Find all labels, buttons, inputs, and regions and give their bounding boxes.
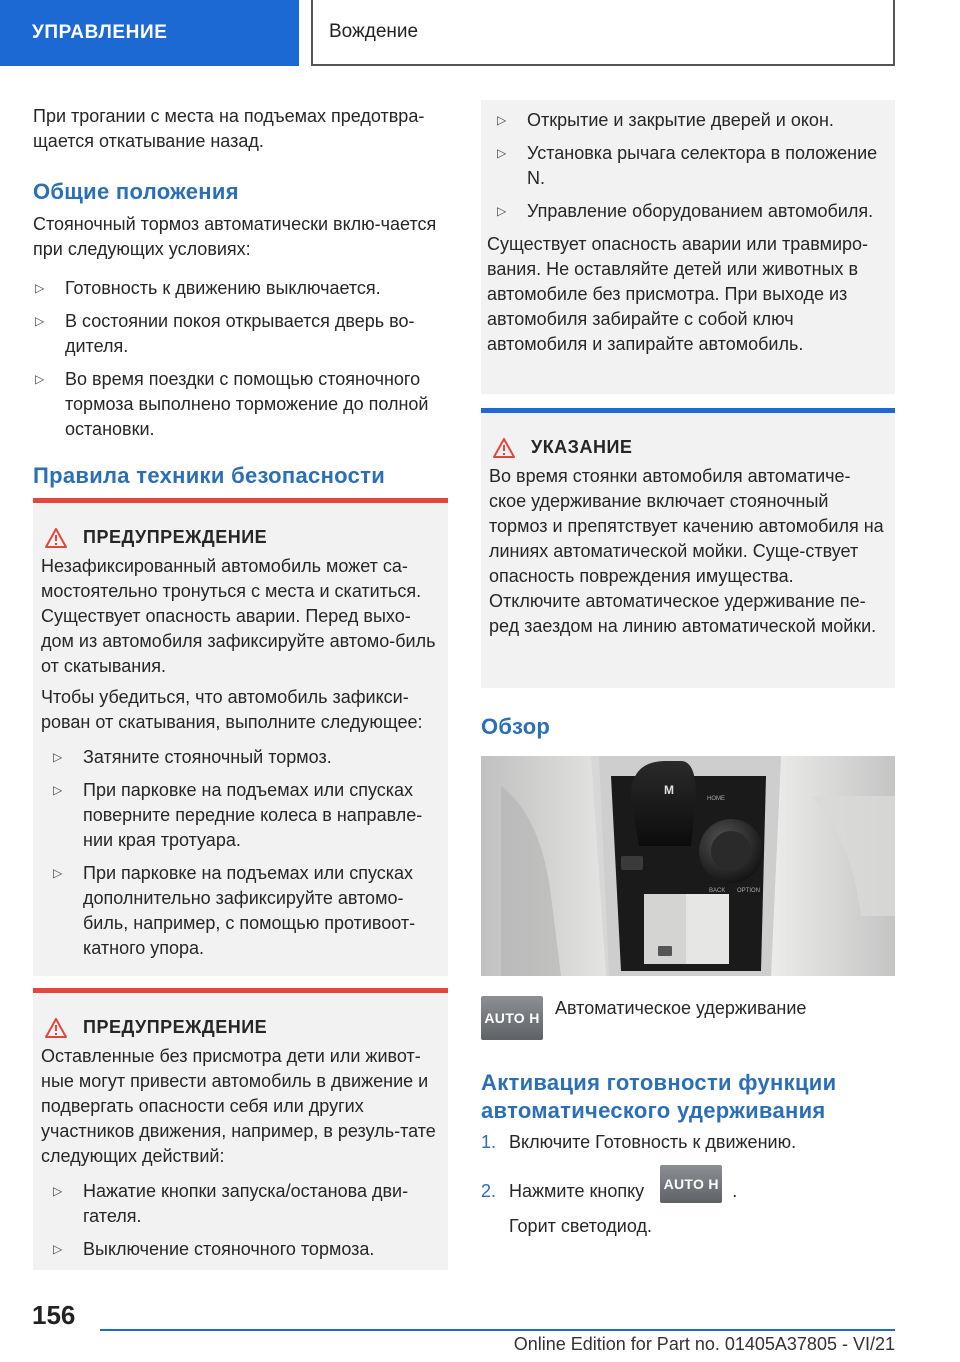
intro-paragraph: При трогании с места на подъемах предотвра-щается откатывание назад. <box>33 106 425 151</box>
warning-text: Незафиксированный автомобиль может са-мостоятельно тронуться с места и скатиться. Существует опасность аварии. Перед выхо-дом из автомобиля зафиксируйте автомо-биль от скатывания. <box>41 556 436 676</box>
warning-triangle-icon <box>45 1018 67 1038</box>
triangle-bullet-icon: ▷ <box>53 750 63 764</box>
list-item: ▷ Готовность к движению выключается. <box>33 276 448 301</box>
photo-label-back: BACK <box>709 888 726 894</box>
warning-triangle-icon <box>45 528 67 548</box>
warning-title: ПРЕДУПРЕЖДЕНИЕ <box>41 1015 440 1040</box>
section-tab[interactable]: УПРАВЛЕНИЕ <box>0 0 299 66</box>
step-text-after: . <box>732 1181 738 1201</box>
list-item: ▷ В состоянии покоя открывается дверь во-дителя. <box>35 311 415 356</box>
triangle-bullet-icon: ▷ <box>53 866 63 880</box>
chapter-tab[interactable] <box>311 0 895 66</box>
list-item: ▷ Во время поездки с помощью стояночного тормоза выполнено торможение до полной остановки. <box>35 369 429 439</box>
warning-bullets <box>41 1179 440 1262</box>
step-number: 1. <box>481 1132 497 1152</box>
triangle-bullet-icon: ▷ <box>35 281 45 295</box>
safety-heading: Правила техники безопасности <box>33 463 386 488</box>
triangle-bullet-icon: ▷ <box>497 204 507 218</box>
list-item: ▷ Нажатие кнопки запуска/останова дви-гателя. <box>53 1181 409 1226</box>
step-text: Включите Готовность к движению. <box>509 1132 797 1152</box>
list-item <box>481 1130 895 1155</box>
triangle-bullet-icon: ▷ <box>497 146 507 160</box>
warning-title: ПРЕДУПРЕЖДЕНИЕ <box>41 525 440 550</box>
photo-logo: M <box>664 783 674 797</box>
warning-bullets <box>41 745 440 961</box>
overview-heading: Обзор <box>481 714 551 739</box>
warning-bullets <box>487 108 889 224</box>
triangle-bullet-icon: ▷ <box>53 783 63 797</box>
list-item: ▷ Затяните стояночный тормоз. <box>51 745 440 770</box>
list-item: ▷ Выключение стояночного тормоза. <box>51 1237 440 1262</box>
activation-heading: Активация готовности функции автоматического удерживания <box>481 1070 837 1123</box>
warning-box <box>33 498 448 976</box>
triangle-bullet-icon: ▷ <box>35 314 45 328</box>
auto-h-button-icon: AUTO H <box>481 996 543 1040</box>
triangle-bullet-icon: ▷ <box>53 1242 63 1256</box>
warning-continuation <box>481 100 895 394</box>
general-paragraph: Стояночный тормоз автоматически вклю-чается при следующих условиях: <box>33 214 437 259</box>
step-result: Горит светодиод. <box>509 1216 652 1236</box>
photo-label-option: OPTION <box>737 888 761 894</box>
note-text: Во время стоянки автомобиля автоматиче-ское удерживание включает стояночный тормоз и препятствует качению автомобиля на линиях автоматической мойки. Суще-ствует опасность повреждения имущества. Отключите автоматическое удерживание пе-ред заездом на линию автоматической мойки. <box>489 466 884 636</box>
list-item: ▷ Установка рычага селектора в положение N. <box>497 143 878 188</box>
photo-label-home: HOME <box>707 796 725 802</box>
note-title: УКАЗАНИЕ <box>489 435 887 460</box>
warning-box <box>33 988 448 1270</box>
step-number: 2. <box>481 1181 497 1201</box>
general-bullets <box>33 276 448 442</box>
list-item: ▷ При парковке на подъемах или спусках поверните передние колеса в направле-нии края тротуара. <box>53 780 423 850</box>
warning-text: Чтобы убедиться, что автомобиль зафикси-рован от скатывания, выполните следующее: <box>41 687 423 732</box>
page-number: 156 <box>32 1300 76 1330</box>
list-item: ▷ При парковке на подъемах или спусках дополнительно зафиксируйте автомо-биль, например, с помощью противоот-катного упора. <box>53 863 416 958</box>
button-caption: Автоматическое удерживание <box>555 998 807 1018</box>
list-item <box>481 1175 895 1204</box>
steps <box>481 1130 895 1239</box>
step-text: Нажмите кнопку <box>509 1181 645 1201</box>
warning-text: Оставленные без присмотра дети или живот-ные могут привести автомобиль в движение и подвергать опасности себя или других участников движения, например, в резуль-тате следующих действий: <box>41 1046 436 1166</box>
center-console-illustration <box>481 756 895 976</box>
center-console-photo <box>481 756 895 976</box>
general-heading: Общие положения <box>33 179 239 204</box>
list-item: ▷ Управление оборудованием автомобиля. <box>495 199 889 224</box>
note-box <box>481 408 895 688</box>
footer-divider <box>100 1329 895 1331</box>
triangle-bullet-icon: ▷ <box>497 113 507 127</box>
triangle-bullet-icon: ▷ <box>53 1184 63 1198</box>
button-caption-row <box>481 996 806 1040</box>
edition-note: Online Edition for Part no. 01405A37805 - VI/21 <box>513 1334 895 1354</box>
auto-h-button-icon: AUTO H <box>660 1165 722 1203</box>
warning-text: Существует опасность аварии или травмиро-вания. Не оставляйте детей или животных в автомобиле без присмотра. При выходе из автомобиля забирайте с собой ключ автомобиля и запирайте автомобиль. <box>487 234 869 354</box>
warning-triangle-icon <box>493 438 515 458</box>
list-item: ▷ Открытие и закрытие дверей и окон. <box>495 108 889 133</box>
chapter-title: Вождение <box>329 21 419 42</box>
triangle-bullet-icon: ▷ <box>35 372 45 386</box>
left-column <box>33 104 448 490</box>
